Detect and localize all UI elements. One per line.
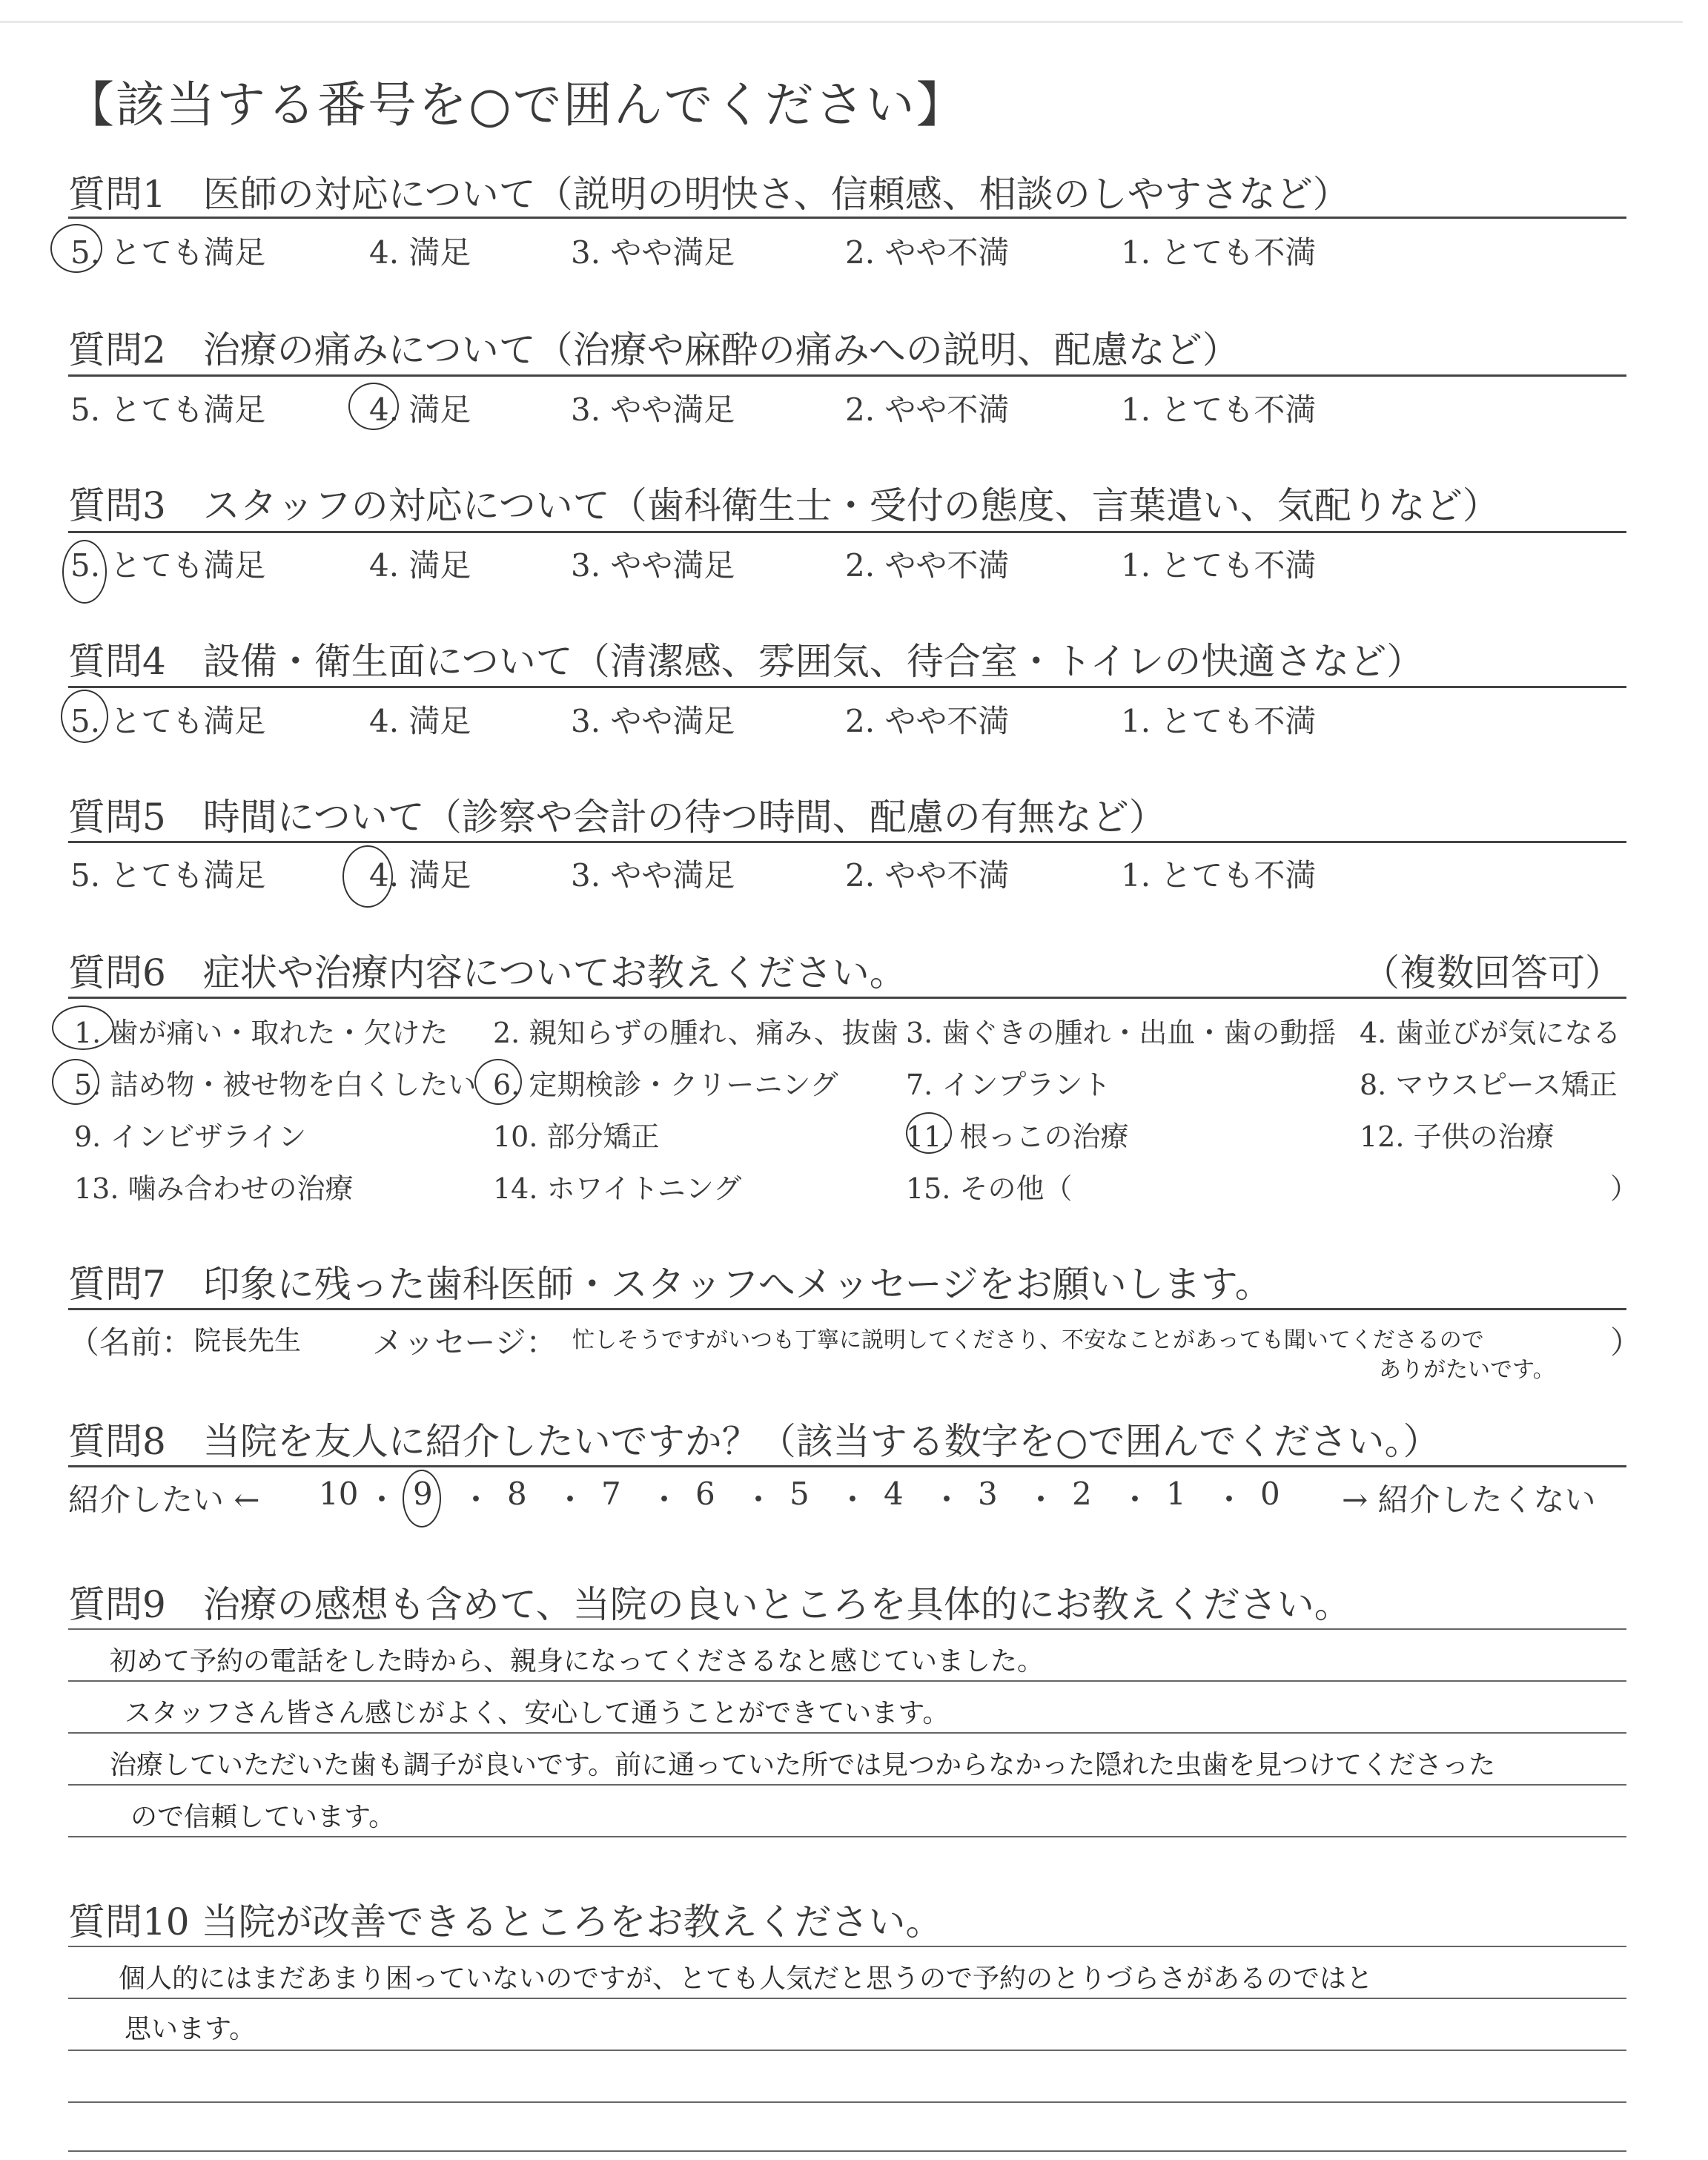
q8-scale-separator: ・ bbox=[1025, 1482, 1057, 1518]
q7-message-label: メッセージ： bbox=[372, 1324, 557, 1361]
q3-option-1[interactable]: 1. とても不満 bbox=[1121, 547, 1317, 584]
q6-item-7[interactable]: 7. インプラント bbox=[906, 1069, 1111, 1101]
q6-item-14[interactable]: 14. ホワイトニング bbox=[493, 1172, 742, 1205]
question-5-rule bbox=[68, 841, 1626, 843]
q8-right-label: → 紹介したくない bbox=[1342, 1482, 1596, 1518]
q4-option-3[interactable]: 3. やや満足 bbox=[571, 703, 735, 739]
q5-option-1[interactable]: 1. とても不満 bbox=[1121, 857, 1317, 894]
q6-selection-circle-1 bbox=[52, 1005, 114, 1050]
q6-selection-circle-5 bbox=[52, 1059, 99, 1105]
question-6-rule bbox=[68, 997, 1626, 999]
q8-scale-3[interactable]: 3 bbox=[978, 1476, 998, 1512]
q5-option-3[interactable]: 3. やや満足 bbox=[571, 857, 735, 894]
question-4-rule bbox=[68, 686, 1626, 688]
q4-option-4[interactable]: 4. 満足 bbox=[369, 703, 471, 739]
question-3-label: 質問3 スタッフの対応について（歯科衛生士・受付の態度、言葉遣い、気配りなど） bbox=[68, 484, 1500, 527]
q4-option-5[interactable]: 5. とても満足 bbox=[70, 703, 266, 739]
question-6-label: 質問6 症状や治療内容についてお教えください。 bbox=[68, 951, 907, 994]
q10-rule-1 bbox=[68, 1946, 1626, 1947]
question-7-label: 質問7 印象に残った歯科医師・スタッフへメッセージをお願いします。 bbox=[68, 1263, 1272, 1306]
q3-option-2[interactable]: 2. やや不満 bbox=[845, 547, 1010, 584]
q6-item-13[interactable]: 13. 噛み合わせの治療 bbox=[74, 1172, 354, 1205]
q9-line-3[interactable]: 治療していただいた歯も調子が良いです。前に通っていた所では見つからなかった隠れた虫歯を見つけてくださった bbox=[110, 1750, 1496, 1780]
q7-message-line-1[interactable]: 忙しそうですがいつも丁寧に説明してくださり、不安なことがあっても聞いてくださるので bbox=[572, 1327, 1484, 1353]
q8-scale-separator: ・ bbox=[931, 1482, 963, 1518]
question-1-rule bbox=[68, 217, 1626, 219]
q8-scale-separator: ・ bbox=[1119, 1482, 1151, 1518]
q8-scale-5[interactable]: 5 bbox=[790, 1476, 810, 1512]
q8-scale-separator: ・ bbox=[837, 1482, 869, 1518]
question-8-rule bbox=[68, 1465, 1626, 1467]
question-10-label: 質問10 当院が改善できるところをお教えください。 bbox=[68, 1900, 943, 1943]
q6-item-3[interactable]: 3. 歯ぐきの腫れ・出血・歯の動揺 bbox=[906, 1017, 1337, 1049]
q2-option-5[interactable]: 5. とても満足 bbox=[70, 392, 266, 428]
q6-selection-circle-11 bbox=[906, 1112, 952, 1154]
q6-item-12[interactable]: 12. 子供の治療 bbox=[1360, 1120, 1555, 1153]
q9-rule-4 bbox=[68, 1784, 1626, 1786]
q6-item-11[interactable]: 11. 根っこの治療 bbox=[906, 1120, 1129, 1153]
q4-option-2[interactable]: 2. やや不満 bbox=[845, 703, 1010, 739]
q10-line-1[interactable]: 個人的にはまだあまり困っていないのですが、とても人気だと思うので予約のとりづらさがあるのではと bbox=[119, 1964, 1374, 1994]
question-1-label: 質問1 医師の対応について（説明の明快さ、信頼感、相談のしやすさなど） bbox=[68, 173, 1350, 216]
q6-item-9[interactable]: 9. インビザライン bbox=[74, 1120, 307, 1153]
q2-option-2[interactable]: 2. やや不満 bbox=[845, 392, 1010, 428]
q1-option-3[interactable]: 3. やや満足 bbox=[571, 234, 735, 271]
q6-item-1[interactable]: 1. 歯が痛い・取れた・欠けた bbox=[74, 1017, 448, 1049]
q8-scale-2[interactable]: 2 bbox=[1072, 1476, 1092, 1512]
q9-rule-2 bbox=[68, 1680, 1626, 1682]
question-6-note: （複数回答可） bbox=[1363, 951, 1622, 994]
q2-selection-circle bbox=[348, 383, 399, 430]
q8-scale-7[interactable]: 7 bbox=[601, 1476, 621, 1512]
q9-rule-1 bbox=[68, 1628, 1626, 1630]
q3-option-4[interactable]: 4. 満足 bbox=[369, 547, 471, 584]
q4-selection-circle bbox=[61, 690, 108, 743]
q8-scale-separator: ・ bbox=[743, 1482, 775, 1518]
q5-selection-circle bbox=[342, 845, 393, 908]
q3-option-5[interactable]: 5. とても満足 bbox=[70, 547, 266, 584]
q7-name-label: （名前： bbox=[68, 1324, 193, 1361]
scan-edge-line bbox=[0, 21, 1683, 23]
q6-selection-circle-6 bbox=[474, 1059, 522, 1105]
q6-item-8[interactable]: 8. マウスピース矯正 bbox=[1360, 1069, 1618, 1101]
q5-option-4[interactable]: 4. 満足 bbox=[369, 857, 471, 894]
q8-scale-1[interactable]: 1 bbox=[1166, 1476, 1186, 1512]
q8-scale-9[interactable]: 9 bbox=[413, 1476, 433, 1512]
q2-option-4[interactable]: 4. 満足 bbox=[369, 392, 471, 428]
q1-option-5[interactable]: 5. とても満足 bbox=[70, 234, 266, 271]
q8-scale-6[interactable]: 6 bbox=[695, 1476, 715, 1512]
q4-option-1[interactable]: 1. とても不満 bbox=[1121, 703, 1317, 739]
q8-scale-4[interactable]: 4 bbox=[884, 1476, 904, 1512]
question-9-label: 質問9 治療の感想も含めて、当院の良いところを具体的にお教えください。 bbox=[68, 1583, 1351, 1626]
q10-rule-4 bbox=[68, 2101, 1626, 2103]
q6-item-15[interactable]: 15. その他（ bbox=[906, 1172, 1073, 1205]
question-3-rule bbox=[68, 531, 1626, 533]
q8-scale-0[interactable]: 0 bbox=[1260, 1476, 1280, 1512]
q7-name-value[interactable]: 院長先生 bbox=[194, 1326, 302, 1356]
q6-item-6[interactable]: 6. 定期検診・クリーニング bbox=[493, 1069, 838, 1101]
q10-rule-2 bbox=[68, 1998, 1626, 1999]
page-title: 【該当する番号を○で囲んでください】 bbox=[65, 76, 967, 133]
q9-rule-5 bbox=[68, 1836, 1626, 1837]
q6-item-2[interactable]: 2. 親知らずの腫れ、痛み、抜歯 bbox=[493, 1017, 898, 1049]
q1-option-1[interactable]: 1. とても不満 bbox=[1121, 234, 1317, 271]
q1-option-4[interactable]: 4. 満足 bbox=[369, 234, 471, 271]
q8-scale-separator: ・ bbox=[555, 1482, 586, 1518]
q6-item-4[interactable]: 4. 歯並びが気になる bbox=[1360, 1017, 1621, 1049]
q2-option-3[interactable]: 3. やや満足 bbox=[571, 392, 735, 428]
q5-option-2[interactable]: 2. やや不満 bbox=[845, 857, 1010, 894]
q5-option-5[interactable]: 5. とても満足 bbox=[70, 857, 266, 894]
q6-item-10[interactable]: 10. 部分矯正 bbox=[493, 1120, 660, 1153]
q3-option-3[interactable]: 3. やや満足 bbox=[571, 547, 735, 584]
q8-scale-8[interactable]: 8 bbox=[507, 1476, 527, 1512]
q9-line-1[interactable]: 初めて予約の電話をした時から、親身になってくださるなと感じていました。 bbox=[110, 1646, 1045, 1677]
q6-item-15-close: ） bbox=[1610, 1172, 1639, 1205]
q8-selection-circle bbox=[403, 1470, 441, 1527]
q7-close: ） bbox=[1610, 1324, 1642, 1361]
q9-line-4[interactable]: ので信頼しています。 bbox=[130, 1802, 396, 1832]
q8-scale-separator: ・ bbox=[1214, 1482, 1245, 1518]
question-8-label: 質問8 当院を友人に紹介したいですか？（該当する数字を○で囲んでください。） bbox=[68, 1420, 1440, 1463]
q9-line-2[interactable]: スタッフさん皆さん感じがよく、安心して通うことができています。 bbox=[125, 1698, 950, 1728]
q8-scale-10[interactable]: 10 bbox=[319, 1476, 359, 1512]
q6-item-5[interactable]: 5. 詰め物・被せ物を白くしたい bbox=[74, 1069, 477, 1101]
question-2-label: 質問2 治療の痛みについて（治療や麻酔の痛みへの説明、配慮など） bbox=[68, 328, 1239, 371]
q10-rule-3 bbox=[68, 2050, 1626, 2051]
q7-message-line-2[interactable]: ありがたいです。 bbox=[1379, 1357, 1555, 1383]
question-4-label: 質問4 設備・衛生面について（清潔感、雰囲気、待合室・トイレの快適さなど） bbox=[68, 640, 1424, 683]
q10-line-2[interactable]: 思います。 bbox=[125, 2014, 256, 2044]
question-5-label: 質問5 時間について（診察や会計の待つ時間、配慮の有無など） bbox=[68, 796, 1166, 839]
q10-rule-5 bbox=[68, 2150, 1626, 2152]
q8-scale-separator: ・ bbox=[460, 1482, 492, 1518]
q9-rule-3 bbox=[68, 1732, 1626, 1734]
question-2-rule bbox=[68, 374, 1626, 377]
q1-selection-circle bbox=[50, 224, 102, 273]
q8-scale-separator: ・ bbox=[649, 1482, 681, 1518]
q3-selection-circle bbox=[62, 540, 107, 604]
q8-scale-separator: ・ bbox=[366, 1482, 398, 1518]
q8-left-label: 紹介したい ← bbox=[68, 1482, 260, 1518]
q2-option-1[interactable]: 1. とても不満 bbox=[1121, 392, 1317, 428]
q1-option-2[interactable]: 2. やや不満 bbox=[845, 234, 1010, 271]
question-7-rule bbox=[68, 1308, 1626, 1310]
